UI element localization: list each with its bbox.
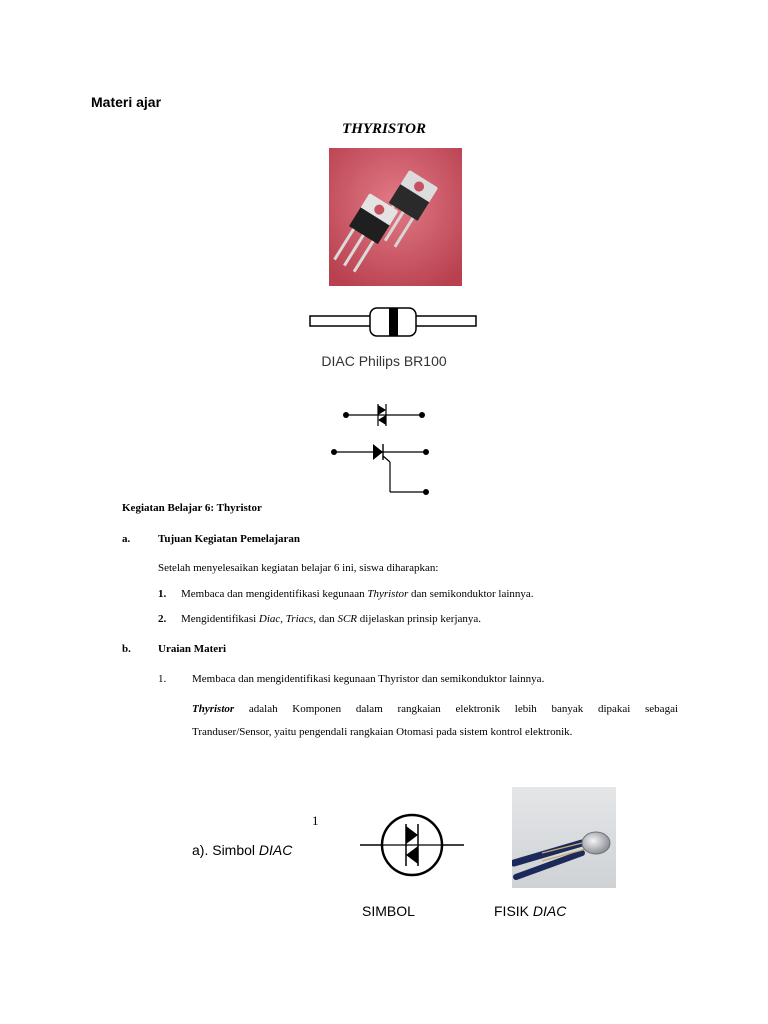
label-fisik-em: DIAC	[532, 903, 567, 919]
page-title: THYRISTOR	[342, 121, 426, 137]
paragraph-line-2: Tranduser/Sensor, yaitu pengendali rangkaian Otomasi pada sistem kontrol elektronik.	[192, 726, 573, 738]
simbol-diac-label	[192, 842, 292, 858]
label-fisik: FISIK	[494, 903, 533, 919]
diac-schematic-icon	[338, 400, 430, 430]
diac-circle-symbol-icon	[358, 812, 468, 882]
diac-physical-photo-icon	[512, 787, 616, 888]
goal-2-post: dijelaskan prinsip kerjanya.	[357, 613, 482, 625]
goal-2-mid: dan	[316, 613, 338, 625]
section-heading: Kegiatan Belajar 6: Thyristor	[122, 502, 262, 514]
goal-1-em: Thyristor	[367, 588, 409, 600]
goal-2-em1: Diac, Triacs,	[258, 613, 317, 625]
paragraph-bold-term: Thyristor	[192, 703, 235, 715]
label-fisik-diac	[494, 903, 566, 919]
intro-text: Setelah menyelesaikan kegiatan belajar 6 ini, siswa diharapkan:	[158, 562, 439, 574]
subsection-b-marker: b.	[122, 643, 131, 655]
to220-thyristor-photo-icon	[329, 148, 462, 286]
goal-2-em2: SCR	[337, 613, 358, 625]
goal-2-pre: Mengidentifikasi	[181, 613, 259, 625]
item-1-text: Membaca dan mengidentifikasi kegunaan Thyristor dan semikonduktor lainnya.	[192, 673, 545, 685]
goal-2-text	[181, 613, 481, 625]
label-simbol: SIMBOL	[362, 903, 415, 919]
subsection-b-title: Uraian Materi	[158, 643, 227, 655]
simbol-prefix: a). Simbol	[192, 842, 259, 858]
goal-1-pre: Membaca dan mengidentifikasi kegunaan	[181, 588, 368, 600]
simbol-em: DIAC	[258, 842, 293, 858]
goal-1-text	[181, 588, 534, 600]
diac-axial-package-icon	[308, 305, 478, 339]
subsection-a-marker: a.	[122, 533, 131, 545]
header-label: Materi ajar	[91, 94, 162, 110]
goal-1-post: dan semikonduktor lainnya.	[408, 588, 534, 600]
subsection-a-title: Tujuan Kegiatan Pemelajaran	[158, 533, 300, 545]
thyristor-schematic-icon	[328, 440, 433, 498]
page-number: 1	[312, 813, 319, 828]
paragraph-line-1-text: adalah Komponen dalam rangkaian elektronik lebih banyak dipakai sebagai	[248, 703, 679, 715]
item-1-number: 1.	[158, 673, 167, 685]
diac-caption: DIAC Philips BR100	[321, 353, 447, 369]
goal-2-number: 2.	[158, 613, 167, 625]
paragraph-line-1	[192, 703, 678, 715]
goal-1-number: 1.	[158, 588, 167, 600]
